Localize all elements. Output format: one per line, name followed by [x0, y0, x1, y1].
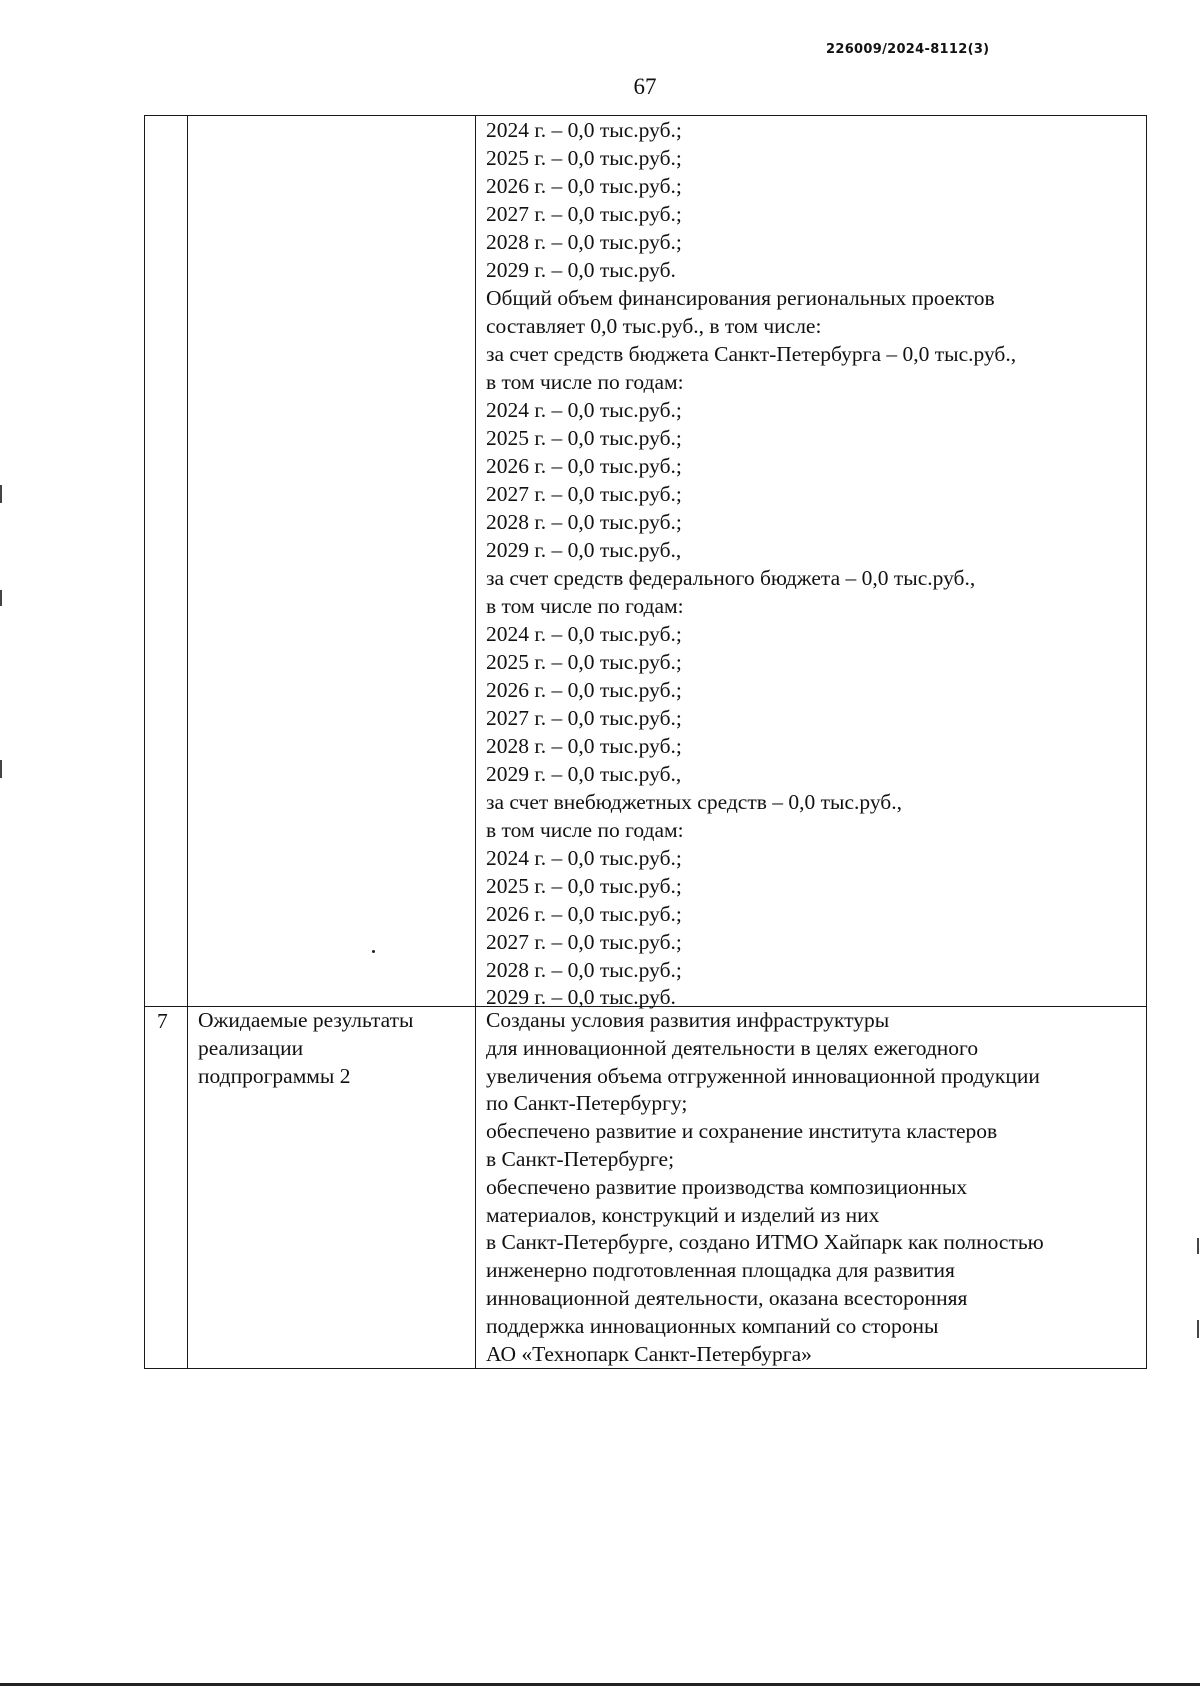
scan-edge-mark — [0, 485, 2, 503]
table-row-7 — [145, 1007, 1147, 1369]
financing-line: 2029 г. – 0,0 тыс.руб. — [486, 985, 676, 1009]
financing-line: 2027 г. – 0,0 тыс.руб.; — [486, 706, 682, 730]
scan-edge-mark — [0, 590, 2, 606]
financing-line: составляет 0,0 тыс.руб., в том числе: — [486, 314, 822, 338]
financing-line: 2026 г. – 0,0 тыс.руб.; — [486, 678, 682, 702]
financing-line: в том числе по годам: — [486, 818, 684, 842]
row-number-cell — [145, 116, 188, 1007]
financing-line: 2026 г. – 0,0 тыс.руб.; — [486, 174, 682, 198]
program-table — [144, 115, 1147, 1369]
expected-result-line: для инновационной деятельности в целях ежегодного — [486, 1035, 979, 1060]
financing-line: 2024 г. – 0,0 тыс.руб.; — [486, 846, 682, 870]
row-number-cell — [145, 1007, 188, 1369]
financing-line: 2025 г. – 0,0 тыс.руб.; — [486, 146, 682, 170]
financing-line: в том числе по годам: — [486, 594, 684, 618]
financing-line: 2026 г. – 0,0 тыс.руб.; — [486, 902, 682, 926]
financing-line: за счет средств федерального бюджета – 0,0 тыс.руб., — [486, 566, 976, 590]
financing-line: 2029 г. – 0,0 тыс.руб., — [486, 762, 682, 786]
financing-line: за счет средств бюджета Санкт-Петербурга – 0,0 тыс.руб., — [486, 342, 1017, 366]
expected-result-line: в Санкт-Петербурге; — [486, 1146, 675, 1171]
row-number: 7 — [157, 1009, 168, 1033]
financing-line: 2027 г. – 0,0 тыс.руб.; — [486, 482, 682, 506]
financing-line: 2025 г. – 0,0 тыс.руб.; — [486, 874, 682, 898]
financing-line: в том числе по годам: — [486, 370, 684, 394]
scan-edge-mark — [1197, 1238, 1199, 1254]
financing-line: 2028 г. – 0,0 тыс.руб.; — [486, 734, 682, 758]
expected-results-cell — [476, 1007, 1147, 1369]
expected-result-line: АО «Технопарк Санкт-Петербурга» — [486, 1341, 812, 1366]
financing-line: 2025 г. – 0,0 тыс.руб.; — [486, 650, 682, 674]
page-number: 67 — [633, 74, 657, 99]
financing-details-cell — [476, 116, 1147, 1007]
expected-results-lines — [486, 1007, 1142, 1368]
financing-line: 2028 г. – 0,0 тыс.руб.; — [486, 230, 682, 254]
scan-speck — [372, 950, 375, 953]
expected-result-line: Созданы условия развития инфраструктуры — [486, 1008, 890, 1032]
expected-result-line: по Санкт-Петербургу; — [486, 1091, 688, 1116]
scan-edge-mark — [1197, 1320, 1199, 1338]
financing-line: 2029 г. – 0,0 тыс.руб. — [486, 258, 676, 282]
expected-result-line: обеспечено развитие производства композиционных — [486, 1174, 968, 1199]
expected-result-line: материалов, конструкций и изделий из них — [486, 1202, 880, 1227]
scan-edge-mark — [0, 760, 2, 778]
financing-line: 2024 г. – 0,0 тыс.руб.; — [486, 118, 682, 142]
row-name-line: Ожидаемые результаты — [198, 1008, 414, 1032]
row-name-cell — [188, 116, 476, 1007]
expected-result-line: поддержка инновационных компаний со стороны — [486, 1313, 939, 1338]
row-name-line: подпрограммы 2 — [198, 1063, 351, 1088]
row-name-line: реализации — [198, 1035, 304, 1060]
financing-line: 2025 г. – 0,0 тыс.руб.; — [486, 426, 682, 450]
financing-line: 2027 г. – 0,0 тыс.руб.; — [486, 930, 682, 954]
bottom-scan-edge — [0, 1683, 1200, 1686]
financing-line: 2024 г. – 0,0 тыс.руб.; — [486, 398, 682, 422]
row-name-cell — [188, 1007, 476, 1369]
financing-lines — [486, 116, 1142, 1009]
financing-line: 2024 г. – 0,0 тыс.руб.; — [486, 622, 682, 646]
financing-line: 2026 г. – 0,0 тыс.руб.; — [486, 454, 682, 478]
table-row-continuation — [145, 116, 1147, 1007]
row-name-lines — [198, 1007, 471, 1090]
expected-result-line: увеличения объема отгруженной инновационной продукции — [486, 1063, 1040, 1088]
expected-result-line: инновационной деятельности, оказана всесторонняя — [486, 1285, 968, 1310]
financing-line: Общий объем финансирования региональных проектов — [486, 286, 995, 310]
financing-line: 2028 г. – 0,0 тыс.руб.; — [486, 958, 682, 982]
financing-line: за счет внебюджетных средств – 0,0 тыс.руб., — [486, 790, 902, 814]
financing-line: 2027 г. – 0,0 тыс.руб.; — [486, 202, 682, 226]
document-id: 226009/2024-8112(3) — [826, 42, 990, 57]
expected-result-line: в Санкт-Петербурге, создано ИТМО Хайпарк как полностью — [486, 1230, 1044, 1255]
expected-result-line: обеспечено развитие и сохранение института кластеров — [486, 1119, 998, 1144]
financing-line: 2028 г. – 0,0 тыс.руб.; — [486, 510, 682, 534]
expected-result-line: инженерно подготовленная площадка для развития — [486, 1258, 955, 1283]
financing-line: 2029 г. – 0,0 тыс.руб., — [486, 538, 682, 562]
